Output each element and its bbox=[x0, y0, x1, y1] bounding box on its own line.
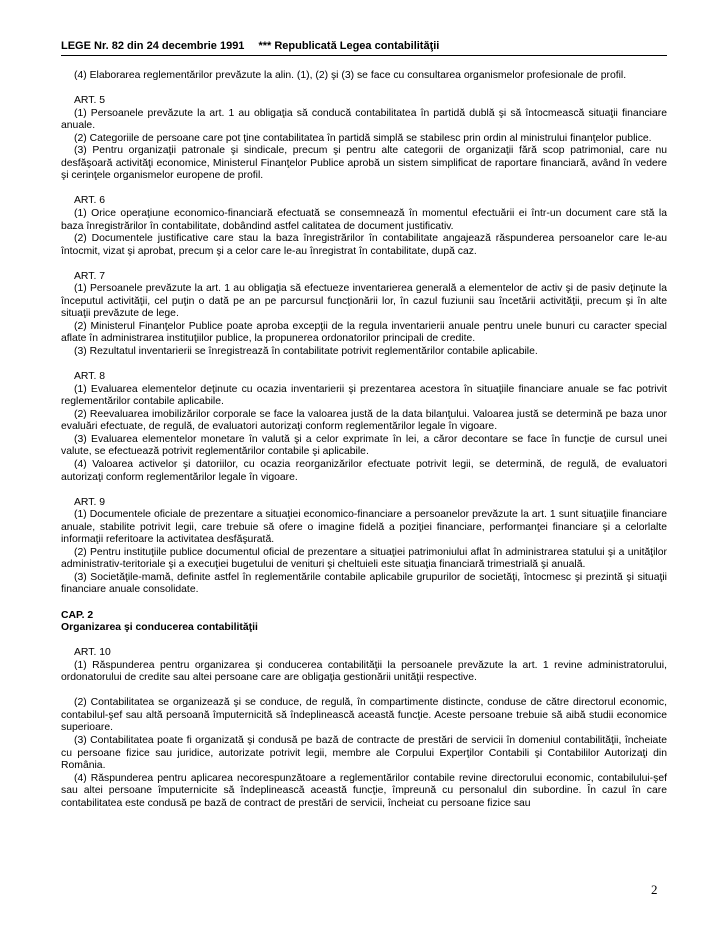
paragraph: (4) Elaborarea reglementărilor prevăzute la alin. (1), (2) şi (3) se face cu consultarea organismelor profesionale de profil. bbox=[74, 70, 627, 81]
paragraph: (2) Documentele justificative care stau la baza înregistrărilor în contabilitate angajează răspunderea persoanelor care le-au întocmit, vizat şi aprobat, precum şi a celor care le-au înregistrat în contabilitate, după caz. bbox=[61, 233, 667, 257]
document-body bbox=[61, 70, 667, 810]
page-number: 2 bbox=[651, 882, 658, 897]
paragraph: (1) Persoanele prevăzute la art. 1 au obligaţia să efectueze inventarierea generală a elementelor de activ şi de pasiv deţinute la începutul activităţii, cel puţin o dată pe an pe parcursul funcţionării lor, în cazul fuziunii sau încetării activităţii, precum şi în alte situaţii prevăzute de lege. bbox=[61, 283, 667, 320]
chapter-number: CAP. 2 bbox=[61, 609, 94, 621]
paragraph: (3) Societăţile-mamă, definite astfel în reglementările contabile aplicabile grupurilor de societăţi, întocmesc şi prezintă şi situaţii financiare anuale consolidate. bbox=[61, 571, 667, 596]
paragraph: (1) Documentele oficiale de prezentare a situaţiei economico-financiare a persoanelor prevăzute la art. 1 sunt situaţiile financiare anuale, stabilite potrivit legii, care trebuie să ofere o imagine fidelă a poziţiei financiare, performanţei financiare şi a celorlalte informaţii referitoare la activitatea desfăşurată. bbox=[61, 509, 667, 546]
header-law-number: LEGE Nr. 82 din 24 decembrie 1991 bbox=[61, 40, 245, 52]
article-heading: ART. 8 bbox=[74, 371, 105, 383]
paragraph: (2) Contabilitatea se organizează şi se conduce, de regulă, în compartimente distincte, conduse de către directorul economic, contabilul-şef sau altă persoană împuternicită să îndeplinească această funcţie. Aceste persoane trebuie să aibă studii economice superioare. bbox=[61, 697, 667, 734]
paragraph: (4) Valoarea activelor şi datoriilor, cu ocazia reorganizărilor efectuate potrivit legii, se determină, de regulă, de evaluatori autorizaţi conform reglementărilor legale în vigoare. bbox=[61, 458, 667, 483]
chapter-title: Organizarea şi conducerea contabilităţii bbox=[61, 622, 258, 634]
header-law-title: *** Republicată Legea contabilităţii bbox=[258, 40, 440, 52]
paragraph: (4) Răspunderea pentru aplicarea necorespunzătoare a reglementărilor contabile revine directorului economic, contabilului-şef sau altei persoane împuternicite să îndeplinească această funcţie, împreună cu personalul din subordine. În cazul în care contabilitatea este condusă pe bază de contract de prestări de servicii, încheiat cu persoane fizice sau bbox=[61, 772, 667, 809]
paragraph: (1) Persoanele prevăzute la art. 1 au obligaţia să conducă contabilitatea în partidă dublă şi să întocmească situaţii financiare anuale. bbox=[61, 107, 667, 132]
paragraph: (2) Ministerul Finanţelor Publice poate aproba excepţii de la regula inventarierii anuale pentru unele bunuri cu caracter special aflate în administrarea instituţiilor publice, la propunerea ordonatorilor principali de credite. bbox=[61, 320, 667, 345]
paragraph: (2) Pentru instituţiile publice documentul oficial de prezentare a situaţiei patrimoniului aflat în administrarea statului şi a unităţilor administrativ-teritoriale şi a execuţiei bugetului de venituri şi cheltuieli este situaţia financiară trimestrială şi anuală. bbox=[61, 546, 667, 571]
article-heading: ART. 10 bbox=[74, 647, 111, 659]
article-heading: ART. 6 bbox=[74, 195, 105, 207]
paragraph: (1) Evaluarea elementelor deţinute cu ocazia inventarierii şi prezentarea acestora în situaţiile financiare anuale se fac potrivit reglementărilor contabile aplicabile. bbox=[61, 383, 667, 408]
paragraph: (3) Rezultatul inventarierii se înregistrează în contabilitate potrivit reglementărilor contabile aplicabile. bbox=[74, 346, 538, 358]
paragraph: (2) Categoriile de persoane care pot ţine contabilitatea în partidă simplă se stabilesc prin ordin al ministrului finanţelor publice. bbox=[74, 132, 652, 144]
paragraph: (3) Evaluarea elementelor monetare în valută şi a celor exprimate în lei, a căror decontare se face în funcţie de cursul unei valute, se efectuează potrivit reglementărilor contabile şi aplicabile. bbox=[61, 433, 667, 458]
article-heading: ART. 7 bbox=[74, 270, 105, 282]
article-heading: ART. 9 bbox=[74, 496, 105, 508]
paragraph: (3) Pentru organizaţii patronale şi sindicale, precum şi pentru alte categorii de organizaţii fără scop patrimonial, care nu desfăşoară activităţi economice, Ministerul Finanţelor Publice aprobă un sistem simplificat de raportare financiară, având în vedere şi cerinţele organismelor europene de profil. bbox=[61, 145, 667, 182]
paragraph: (1) Răspunderea pentru organizarea şi conducerea contabilităţii la persoanele prevăzute la art. 1 revine administratorului, ordonatorului de credite sau altei persoane care are obligaţia gestionării unităţii respective. bbox=[61, 659, 667, 684]
paragraph: (3) Contabilitatea poate fi organizată şi condusă pe bază de contracte de prestări de servicii în domeniul contabilităţii, încheiate cu persoane fizice sau juridice, autorizate potrivit legii, membre ale Corpului Experţilor Contabili şi Contabililor Autorizaţi din România. bbox=[61, 734, 667, 772]
paragraph: (1) Orice operaţiune economico-financiară efectuată se consemnează în momentul efectuării ei într-un document care stă la baza înregistrărilor în contabilitate, dobândind astfel calitatea de document justificativ. bbox=[61, 208, 667, 232]
page-header bbox=[61, 40, 667, 56]
article-heading: ART. 5 bbox=[74, 95, 105, 107]
paragraph: (2) Reevaluarea imobilizărilor corporale se face la valoarea justă de la data bilanţului. Valoarea justă se determină pe baza unor evaluări efectuate, de regulă, de evaluatori autorizaţi conform reglementărilor legale în vigoare. bbox=[61, 408, 667, 433]
